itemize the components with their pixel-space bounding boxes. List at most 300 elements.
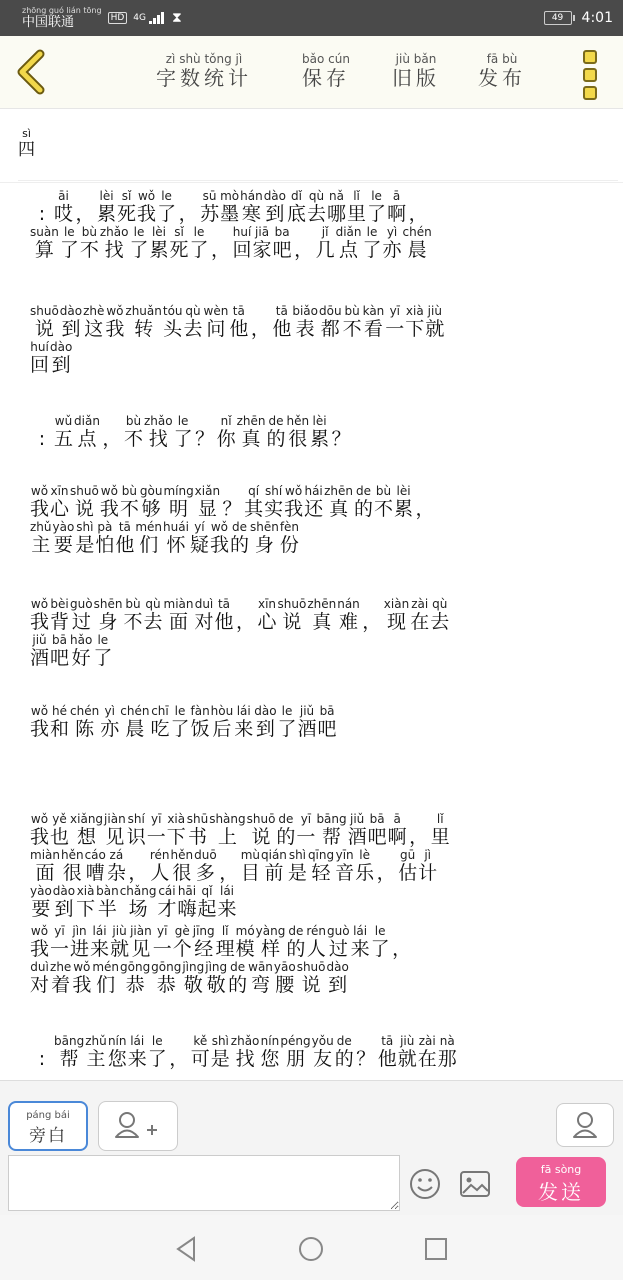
punctuation: ， [409,826,429,848]
hanzi: 哎 [54,203,74,225]
annotated-character [220,189,240,225]
annotated-character [286,924,306,960]
pinyin: le [189,225,209,239]
annotated-character [209,812,246,848]
annotated-character [100,704,120,740]
pinyin: bàn [96,884,119,898]
annotated-character [150,704,170,740]
publish-pinyin: fā bù [486,52,518,66]
annotated-character [30,812,50,848]
pinyin: yī [385,304,405,318]
hanzi: 很 [60,862,84,884]
hanzi: 前 [261,862,287,884]
message-paragraph[interactable] [30,813,590,921]
annotated-character [115,520,135,556]
pinyin: zhǔ [85,1034,107,1048]
send-label: 发送 [538,1180,584,1204]
hanzi: 他 [214,611,234,633]
pinyin: lǐ [215,924,235,938]
annotated-character [147,1034,167,1070]
hanzi: 他 [229,318,249,340]
pinyin: wǒ [72,960,92,974]
hanzi: 说 [246,826,276,848]
annotated-character [70,924,90,960]
pinyin: jiàn [130,924,152,938]
hanzi: 一 [296,826,316,848]
hanzi: 我 [30,718,50,740]
status-bar [0,0,623,36]
annotated-character [120,960,151,996]
annotated-character [120,704,150,740]
emoji-button[interactable] [408,1167,442,1201]
annotated-character [70,633,93,669]
hanzi: 您 [260,1048,280,1070]
hanzi: 到 [254,718,277,740]
annotated-character [52,520,75,556]
punctuation: ， [169,1048,189,1070]
hanzi: 帮 [54,1048,85,1070]
hanzi: 的 [334,1048,354,1070]
hd-badge: HD [108,12,128,24]
pinyin: le [277,704,297,718]
pinyin: jiǔ [347,812,367,826]
hanzi: 音 [335,862,355,884]
hanzi: 累 [97,203,117,225]
pinyin: lèi [310,414,330,428]
pinyin: tā [214,597,234,611]
pinyin: nǐ [216,414,236,428]
hanzi: 几 [315,239,335,261]
role-name: 四 [18,140,35,160]
pinyin: nín [107,1034,127,1048]
clock: 4:01 [581,10,613,26]
hanzi: 们 [92,974,119,996]
annotated-character [163,597,194,633]
hanzi: 主 [85,1048,107,1070]
hanzi: 到 [50,354,73,376]
pinyin: yě [50,812,70,826]
pinyin: āi [54,189,73,203]
script-content[interactable] [0,110,623,1080]
hanzi: 吧 [272,239,292,261]
punctuation: : [38,203,46,225]
hanzi: 到 [59,318,83,340]
hanzi: 书 [186,826,209,848]
hanzi: 到 [326,974,349,996]
select-role-button[interactable] [556,1103,614,1147]
narration-button[interactable] [8,1101,88,1151]
annotated-character [157,884,177,920]
send-button[interactable] [516,1157,606,1207]
pinyin: dào [59,304,83,318]
pinyin: duō [194,848,217,862]
pinyin: lǐ [430,812,450,826]
hanzi: 酒 [30,647,50,669]
annotated-character [50,484,70,520]
punctuation: ， [102,428,122,450]
hanzi: 了 [362,239,382,261]
hanzi: 是 [287,862,307,884]
message-paragraph[interactable] [30,705,590,741]
annotated-character [50,704,70,740]
annotated-character [273,960,296,996]
hanzi: 陈 [70,718,100,740]
annotated-character [317,704,337,740]
annotated-character [260,1034,280,1070]
annotated-character [296,960,326,996]
annotated-character [54,1034,85,1070]
pinyin: guò [327,924,350,938]
hanzi: 一 [385,318,405,340]
punctuation: ， [219,862,239,884]
hanzi: 半 [96,898,119,920]
hanzi: 就 [425,318,445,340]
pinyin: ba [272,225,292,239]
publish-button[interactable] [478,52,526,90]
hanzi: 哪 [327,203,347,225]
back-arrow-icon [10,48,54,96]
hanzi: 说 [30,318,59,340]
hanzi: 实 [264,498,284,520]
save-pinyin: bǎo cún [302,52,350,66]
punctuation: ， [211,239,231,261]
hanzi: 乐 [355,862,375,884]
hanzi: 识 [126,826,146,848]
hanzi: 饭 [190,718,210,740]
hanzi: 很 [286,428,310,450]
pinyin: chén [70,704,100,718]
pinyin: jiàn [104,812,126,826]
hanzi: 累 [394,498,414,520]
hanzi: 过 [70,611,93,633]
pinyin: jì [418,848,438,862]
annotated-character [130,924,152,960]
hanzi: 去 [307,203,327,225]
hanzi: 心 [50,498,70,520]
annotated-character [310,414,330,450]
hanzi: 也 [50,826,70,848]
pinyin: bèi [50,597,70,611]
hanzi: 腰 [273,974,296,996]
annotated-character [385,304,405,340]
hanzi: 人 [306,938,327,960]
annotated-character [370,924,390,960]
hanzi: 去 [430,611,450,633]
pinyin: hòu [210,704,234,718]
hanzi: 酒 [347,826,367,848]
hanzi: 恭 [120,974,151,996]
pinyin: lái [217,884,237,898]
pinyin: sǐ [117,189,137,203]
pinyin: hěn [170,848,194,862]
hanzi: 过 [327,938,350,960]
pinyin: hǎo [70,633,93,647]
hanzi: 敬 [182,974,205,996]
annotated-character [90,924,110,960]
punctuation: ？ [331,428,351,450]
pinyin: cáo [84,848,106,862]
hanzi: 回 [30,354,50,376]
message-paragraph[interactable] [30,190,590,262]
annotated-character [216,414,236,450]
message-line [30,961,590,997]
hanzi: 不 [119,498,139,520]
hanzi: 找 [99,239,129,261]
hanzi: 不 [123,428,143,450]
pinyin: diǎn [74,414,100,428]
save-button[interactable] [302,52,350,90]
annotated-character [335,848,355,884]
annotated-character [229,520,249,556]
hanzi: 来 [127,1048,147,1070]
hanzi: 的 [266,428,286,450]
hanzi: 啊 [387,203,407,225]
add-role-button[interactable] [98,1101,178,1151]
pinyin: dào [263,189,286,203]
annotated-character [106,848,126,884]
pinyin: lǐ [347,189,367,203]
annotated-character [70,484,99,520]
hanzi: 主 [30,534,52,556]
pinyin: xiǎng [70,812,104,826]
annotated-character [162,304,183,340]
hanzi: 来 [217,898,237,920]
hanzi: 要 [52,534,75,556]
more-menu-button[interactable] [580,48,600,96]
punctuation: ， [415,498,435,520]
pinyin: zá [106,848,126,862]
hanzi: 他 [377,1048,397,1070]
image-button[interactable] [458,1169,492,1199]
annotated-character [163,484,194,520]
hanzi: 苏 [200,203,220,225]
message-line [30,485,590,521]
pinyin: shēn [249,520,279,534]
hanzi: 酒 [297,718,317,740]
pinyin: suàn [30,225,59,239]
pinyin: pà [95,520,115,534]
annotated-character [382,225,402,261]
annotated-character [50,812,70,848]
pinyin: dǐ [286,189,306,203]
message-paragraph[interactable] [30,305,590,377]
home-circle-icon[interactable] [297,1235,325,1263]
hanzi: 我 [99,498,119,520]
hanzi: 怕 [95,534,115,556]
annotated-character [337,597,360,633]
annotated-character [135,520,163,556]
annotated-character [398,848,418,884]
annotated-character [350,924,370,960]
message-paragraph[interactable] [30,598,590,670]
hanzi: 了 [170,718,190,740]
pinyin: yīn [335,848,355,862]
pinyin: xià [166,812,186,826]
annotated-character [182,960,205,996]
annotated-character [387,189,407,225]
annotated-character [123,597,143,633]
annotated-character [137,189,157,225]
annotated-character [217,884,237,920]
punctuation: ， [294,239,314,261]
hourglass-icon: ⧗ [172,10,182,26]
back-button[interactable] [10,48,54,96]
annotated-character [297,704,317,740]
annotated-character [334,1034,354,1070]
message-line [30,1035,590,1071]
hanzi: 了 [59,239,79,261]
punctuation: ， [250,318,270,340]
hanzi: 吧 [317,718,337,740]
pinyin: cái [157,884,177,898]
message-line [30,885,590,921]
pinyin: bā [367,812,387,826]
message-line [30,190,590,226]
hanzi: 显 [194,498,221,520]
message-input[interactable] [8,1155,400,1211]
pinyin: shí [264,484,284,498]
word-count-button[interactable] [156,52,252,90]
hanzi: 可 [190,1048,210,1070]
pinyin: chǎng [119,884,157,898]
system-navigation-bar [0,1215,623,1280]
annotated-character [249,520,279,556]
annotated-character [430,597,450,633]
pinyin: dào [52,884,76,898]
pinyin: guò [70,597,93,611]
pinyin: gōng [120,960,151,974]
annotated-character [127,1034,147,1070]
hanzi: 的 [286,938,306,960]
pinyin: jǐ [315,225,335,239]
hanzi: 不 [79,239,99,261]
punctuation: ？ [195,428,215,450]
annotated-character [377,1034,397,1070]
hanzi: 墨 [220,203,240,225]
message-paragraph[interactable] [30,415,590,451]
annotated-character [347,812,367,848]
pinyin: le [147,1034,167,1048]
hanzi: 说 [277,611,307,633]
message-paragraph[interactable] [30,925,590,997]
hanzi: 真 [307,611,337,633]
pinyin: gōng [151,960,182,974]
pinyin: xià [76,884,96,898]
hanzi: 了 [93,647,113,669]
back-triangle-icon[interactable] [172,1235,200,1263]
annotated-character [152,924,172,960]
pinyin: ā [387,189,407,203]
hanzi: 目 [240,862,260,884]
annotated-character [367,189,387,225]
pinyin: kàn [362,304,385,318]
message-line [30,415,590,451]
annotated-character [95,520,115,556]
narration-pinyin: páng bái [26,1110,70,1121]
pinyin: le [367,189,387,203]
pinyin: shì [287,848,307,862]
annotated-character [232,225,252,261]
annotated-character [362,225,382,261]
annotated-character [143,414,173,450]
message-line [30,598,590,634]
punctuation: : [38,1048,46,1070]
pinyin: gòu [139,484,163,498]
annotated-character [163,520,189,556]
pinyin: shuō [70,484,99,498]
annotated-character [79,225,99,261]
hanzi: 到 [263,203,286,225]
hanzi: 是 [75,534,95,556]
annotated-character [75,520,95,556]
old-version-button[interactable] [392,52,440,90]
hanzi: 晨 [402,239,432,261]
annotated-character [30,340,50,376]
hanzi: 晨 [120,718,150,740]
pinyin: sǐ [169,225,189,239]
hanzi: 说 [296,974,326,996]
message-paragraph[interactable] [30,1035,590,1071]
hanzi: 面 [163,611,194,633]
hanzi: 够 [139,498,163,520]
pinyin: lái [127,1034,147,1048]
carrier-name: 中国联通 [22,15,75,30]
recents-square-icon[interactable] [422,1235,450,1263]
punctuation: : [38,428,46,450]
annotated-character [70,812,104,848]
image-icon [458,1169,492,1199]
carrier-pinyin: zhōng guó lián tōng [22,6,102,15]
annotated-character [59,304,83,340]
pinyin: chī [150,704,170,718]
annotated-character [149,225,169,261]
annotated-character [50,633,70,669]
annotated-character [123,414,143,450]
pinyin: bù [123,414,143,428]
annotated-character [139,484,163,520]
message-paragraph[interactable] [30,485,590,557]
pinyin: yǒu [311,1034,334,1048]
pinyin: de [334,1034,354,1048]
annotated-character [177,884,197,920]
hanzi: 其 [244,498,264,520]
pinyin: jiù [425,304,445,318]
pinyin: zài [410,597,430,611]
annotated-character [272,304,292,340]
hanzi: 现 [383,611,410,633]
annotated-character [397,1034,417,1070]
pinyin: xīn [50,484,70,498]
pinyin: zhēn [236,414,266,428]
annotated-character [74,414,100,450]
annotated-character [129,225,149,261]
annotated-character [327,189,347,225]
hanzi: 在 [417,1048,437,1070]
hanzi: 死 [169,239,189,261]
annotated-character [59,225,79,261]
annotated-character [304,484,324,520]
hanzi: 理 [215,938,235,960]
pinyin: xià [405,304,425,318]
pinyin: jiǔ [30,633,49,647]
hanzi: 见 [130,938,152,960]
send-pinyin: fā sòng [540,1163,582,1176]
hanzi: 怀 [163,534,189,556]
hanzi: 身 [249,534,279,556]
hanzi: 进 [70,938,90,960]
pinyin: zhǎo [143,414,173,428]
annotated-character [255,924,286,960]
